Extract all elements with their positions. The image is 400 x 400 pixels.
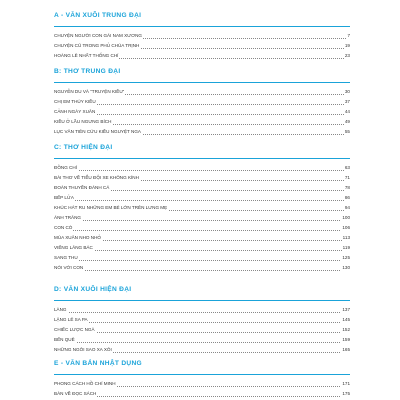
entry-title: CON CÒ <box>54 223 73 233</box>
toc-entry[interactable] <box>54 41 350 51</box>
dot-leader <box>54 260 350 261</box>
entry-page-number: 137 <box>341 305 350 315</box>
dot-leader <box>54 322 350 323</box>
toc-entry[interactable] <box>54 335 350 345</box>
entry-title: ĐOÀN THUYỀN ĐÁNH CÁ <box>54 183 110 193</box>
entry-page-number: 106 <box>341 223 350 233</box>
entry-title: KIỀU Ở LẦU NGƯNG BÍCH <box>54 117 112 127</box>
section-divider <box>54 82 350 83</box>
section-divider <box>54 26 350 27</box>
dot-leader <box>54 200 350 201</box>
toc-entry[interactable] <box>54 163 350 173</box>
entry-title: CHUYỆN NGƯỜI CON GÁI NAM XƯƠNG <box>54 31 143 41</box>
entry-page-number: 86 <box>344 193 350 203</box>
dot-leader <box>54 104 350 105</box>
dot-leader <box>54 114 350 115</box>
entry-page-number: 145 <box>341 315 350 325</box>
section-heading: B: THƠ TRUNG ĐẠI <box>54 68 121 75</box>
toc-section <box>54 68 350 137</box>
section-heading: D: VĂN XUÔI HIỆN ĐẠI <box>54 286 132 293</box>
entry-page-number: 159 <box>341 335 350 345</box>
entry-title: LỤC VÂN TIÊN CỨU KIỀU NGUYỆT NGA <box>54 127 142 137</box>
entry-page-number: 100 <box>341 213 350 223</box>
entry-page-number: 130 <box>341 263 350 273</box>
entry-title: BẾN QUÊ <box>54 335 76 345</box>
section-heading: C: THƠ HIỆN ĐẠI <box>54 144 113 151</box>
entry-page-number: 23 <box>344 51 350 61</box>
entry-title: VIẾNG LĂNG BÁC <box>54 243 94 253</box>
toc-entry[interactable] <box>54 253 350 263</box>
entry-title: LÀNG <box>54 305 68 315</box>
toc-entry[interactable] <box>54 315 350 325</box>
entry-title: HOÀNG LÊ NHẤT THỐNG CHÍ <box>54 51 119 61</box>
entry-title: BÀN VỀ ĐỌC SÁCH <box>54 389 97 399</box>
toc-entry[interactable] <box>54 243 350 253</box>
entry-page-number: 49 <box>344 117 350 127</box>
section-heading: A - VĂN XUÔI TRUNG ĐẠI <box>54 12 142 19</box>
entry-title: NGUYỄN DU VÀ “TRUYỆN KIỀU” <box>54 87 125 97</box>
dot-leader <box>54 170 350 171</box>
dot-leader <box>54 230 350 231</box>
dot-leader <box>54 396 350 397</box>
toc-entry[interactable] <box>54 107 350 117</box>
entry-page-number: 63 <box>344 163 350 173</box>
toc-entry[interactable] <box>54 325 350 335</box>
entry-page-number: 94 <box>344 203 350 213</box>
toc-entry[interactable] <box>54 223 350 233</box>
entry-page-number: 30 <box>344 87 350 97</box>
entry-page-number: 55 <box>344 127 350 137</box>
entry-title: BÀI THƠ VỀ TIỂU ĐỘI XE KHÔNG KÍNH <box>54 173 140 183</box>
toc-entry[interactable] <box>54 87 350 97</box>
entry-title: SANG THU <box>54 253 79 263</box>
dot-leader <box>54 220 350 221</box>
entry-page-number: 125 <box>341 253 350 263</box>
entry-title: BẾP LỬA <box>54 193 75 203</box>
toc-entry[interactable] <box>54 203 350 213</box>
entry-title: ĐỒNG CHÍ <box>54 163 78 173</box>
entry-page-number: 152 <box>341 325 350 335</box>
toc-entry[interactable] <box>54 51 350 61</box>
toc-section <box>54 286 350 355</box>
entry-title: MÙA XUÂN NHO NHỎ <box>54 233 102 243</box>
entry-page-number: 44 <box>344 107 350 117</box>
dot-leader <box>54 250 350 251</box>
entry-page-number: 37 <box>344 97 350 107</box>
toc-section <box>54 144 350 273</box>
toc-entry[interactable] <box>54 389 350 399</box>
entry-title: CHUYỆN CŨ TRONG PHỦ CHÚA TRỊNH <box>54 41 140 51</box>
entry-page-number: 171 <box>341 379 350 389</box>
toc-entry[interactable] <box>54 233 350 243</box>
toc-entry[interactable] <box>54 183 350 193</box>
toc-entry[interactable] <box>54 117 350 127</box>
entry-page-number: 113 <box>342 233 350 243</box>
entry-page-number: 165 <box>341 345 350 355</box>
entry-page-number: 78 <box>344 183 350 193</box>
toc-entry[interactable] <box>54 127 350 137</box>
toc-entry[interactable] <box>54 173 350 183</box>
entry-page-number: 7 <box>346 31 350 41</box>
entry-title: KHÚC HÁT RU NHỮNG EM BÉ LỚN TRÊN LƯNG MẸ <box>54 203 168 213</box>
entry-page-number: 71 <box>344 173 350 183</box>
toc-entry[interactable] <box>54 193 350 203</box>
entry-title: ÁNH TRĂNG <box>54 213 82 223</box>
section-divider <box>54 158 350 159</box>
toc-section <box>54 12 350 61</box>
toc-entry[interactable] <box>54 263 350 273</box>
entry-page-number: 119 <box>342 243 350 253</box>
section-divider <box>54 300 350 301</box>
toc-entry[interactable] <box>54 97 350 107</box>
entry-title: NHỮNG NGÔI SAO XA XÔI <box>54 345 113 355</box>
toc-entry[interactable] <box>54 31 350 41</box>
dot-leader <box>54 270 350 271</box>
entry-title: CẢNH NGÀY XUÂN <box>54 107 96 117</box>
dot-leader <box>54 332 350 333</box>
toc-entry[interactable] <box>54 305 350 315</box>
toc-entry[interactable] <box>54 379 350 389</box>
toc-section <box>54 360 350 399</box>
dot-leader <box>54 342 350 343</box>
entry-title: CHIẾC LƯỢC NGÀ <box>54 325 96 335</box>
entry-title: LẶNG LẼ SA PA <box>54 315 89 325</box>
toc-entry[interactable] <box>54 213 350 223</box>
entry-title: CHỊ EM THÚY KIỀU <box>54 97 97 107</box>
toc-entry[interactable] <box>54 345 350 355</box>
section-divider <box>54 374 350 375</box>
entry-page-number: 19 <box>344 41 350 51</box>
entry-title: NÓI VỚI CON <box>54 263 84 273</box>
entry-page-number: 175 <box>341 389 350 399</box>
dot-leader <box>54 312 350 313</box>
entry-title: PHONG CÁCH HỒ CHÍ MINH <box>54 379 117 389</box>
section-heading: E - VĂN BẢN NHẬT DỤNG <box>54 360 142 367</box>
